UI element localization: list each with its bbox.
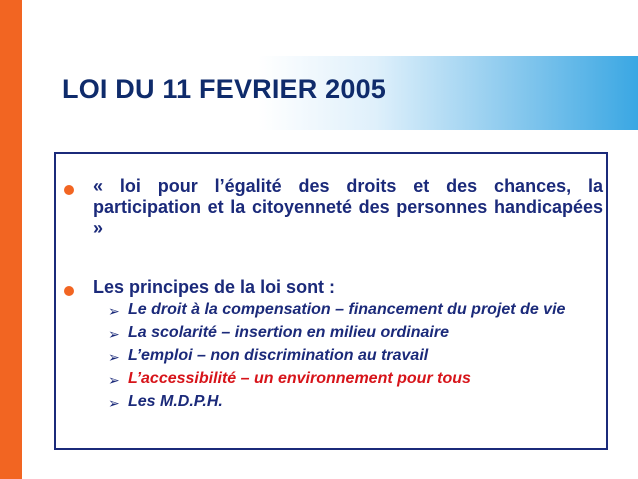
list-item-text: L’accessibilité – un environnement pour tous (128, 370, 471, 387)
law-quote-paragraph: « loi pour l’égalité des droits et des chances, la participation et la citoyenneté des personnes handicapées » (93, 176, 603, 238)
principles-list (108, 300, 604, 415)
list-item-text: L’emploi – non discrimination au travail (128, 347, 429, 364)
list-item (108, 346, 604, 366)
list-item (108, 300, 604, 320)
list-item-text: Les M.D.P.H. (128, 393, 223, 410)
list-item-text: La scolarité – insertion en milieu ordinaire (128, 324, 449, 341)
left-accent-bar (0, 0, 22, 479)
list-item-highlighted (108, 369, 604, 389)
principles-heading: Les principes de la loi sont : (93, 277, 336, 297)
arrow-bullet-icon: ➢ (108, 395, 120, 411)
arrow-bullet-icon: ➢ (108, 303, 120, 319)
slide-title: LOI DU 11 FEVRIER 2005 (62, 74, 387, 104)
arrow-bullet-icon: ➢ (108, 326, 120, 342)
list-item-text: Le droit à la compensation – financement du projet de vie (128, 301, 566, 318)
bullet-dot-icon (64, 286, 74, 296)
list-item (108, 392, 604, 412)
bullet-dot-icon (64, 185, 74, 195)
list-item (108, 323, 604, 343)
arrow-bullet-icon: ➢ (108, 349, 120, 365)
arrow-bullet-icon: ➢ (108, 372, 120, 388)
